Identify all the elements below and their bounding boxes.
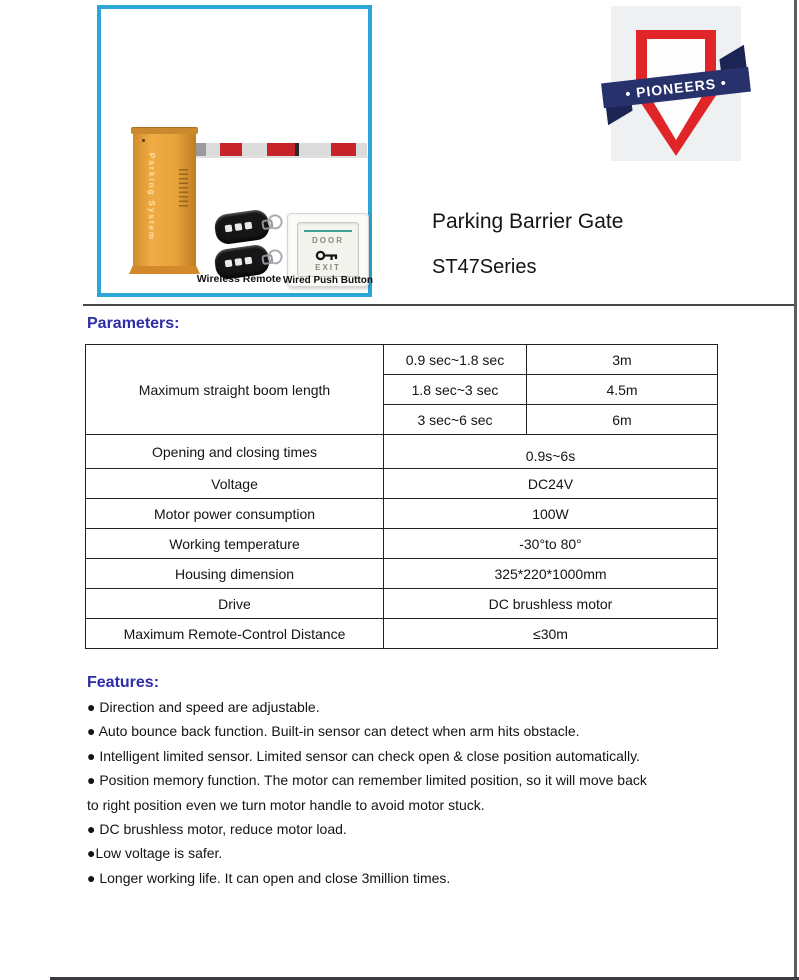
product-photo [101,9,373,293]
caption-wired-push-button: Wired Push Button [283,275,373,286]
cabinet-cap [131,127,198,134]
feature-line: ● Direction and speed are adjustable. [87,699,320,715]
title-block [432,210,623,279]
push-button-teal-line [304,230,352,232]
table-row [86,559,718,589]
caption-wireless-remote: Wireless Remote [196,273,282,285]
barrier-cabinet [133,131,196,268]
param-value: 0.9s~6s [384,435,718,469]
param-value: 325*220*1000mm [384,559,718,589]
param-label: Drive [86,589,384,619]
page-right-border [794,0,797,980]
boom-shadow [196,156,368,158]
feature-line: ● Intelligent limited sensor. Limited sensor can check open & close position automatically. [87,747,640,764]
boom-length-cell: 4.5m [527,375,718,405]
table-row [86,435,718,469]
boom-length-cell: 3m [527,345,718,375]
product-series: ST47Series [432,256,537,278]
table-row [86,499,718,529]
feature-line-continuation: to right position even we turn motor handle to avoid motor stuck. [87,796,485,813]
product-photo-box [97,5,372,297]
horizontal-divider [83,304,796,306]
parameters-table [85,344,718,649]
table-row [86,529,718,559]
cabinet-label: Parking System [147,153,156,242]
boom-time-cell: 3 sec~6 sec [384,405,527,435]
table-row [86,345,718,375]
param-value: ≤30m [384,619,718,649]
param-label: Motor power consumption [86,499,384,529]
push-button-door-label: DOOR [312,236,344,245]
push-button-exit-label: EXIT [315,263,341,272]
param-value: DC brushless motor [384,589,718,619]
param-label: Opening and closing times [86,435,384,469]
parameters-heading: Parameters: [87,315,180,332]
param-value: DC24V [384,469,718,499]
boom-arm [196,143,367,156]
pioneers-logo [611,6,741,161]
logo-ribbon: • PIONEERS • [601,67,751,109]
feature-line: ● Position memory function. The motor can remember limited position, so it will move back [87,772,647,789]
push-button-face [297,222,359,277]
param-label: Voltage [86,469,384,499]
boom-time-cell: 0.9 sec~1.8 sec [384,345,527,375]
features-list [87,695,747,890]
param-label-boom-length: Maximum straight boom length [86,345,384,435]
features-heading: Features: [87,674,160,691]
feature-line: ● Auto bounce back function. Built-in sensor can detect when arm hits obstacle. [87,723,580,740]
table-row [86,589,718,619]
cabinet-base [129,266,200,274]
param-label: Working temperature [86,529,384,559]
cabinet-louvers [179,169,188,209]
feature-line: ● Longer working life. It can open and close 3million times. [87,869,451,886]
remote-buttons [225,222,253,233]
param-label: Housing dimension [86,559,384,589]
feature-line: ● DC brushless motor, reduce motor load. [87,821,347,838]
param-label: Maximum Remote-Control Distance [86,619,384,649]
table-row [86,469,718,499]
param-value: -30°to 80° [384,529,718,559]
feature-line: ●Low voltage is safer. [87,845,223,862]
remote-buttons [225,257,253,268]
param-value: 100W [384,499,718,529]
boom-length-cell: 6m [527,405,718,435]
product-title: Parking Barrier Gate [432,210,624,233]
cabinet-indicator [142,139,145,142]
wireless-remote-1 [213,208,271,245]
table-row [86,619,718,649]
boom-time-cell: 1.8 sec~3 sec [384,375,527,405]
boom-bracket [196,143,206,156]
